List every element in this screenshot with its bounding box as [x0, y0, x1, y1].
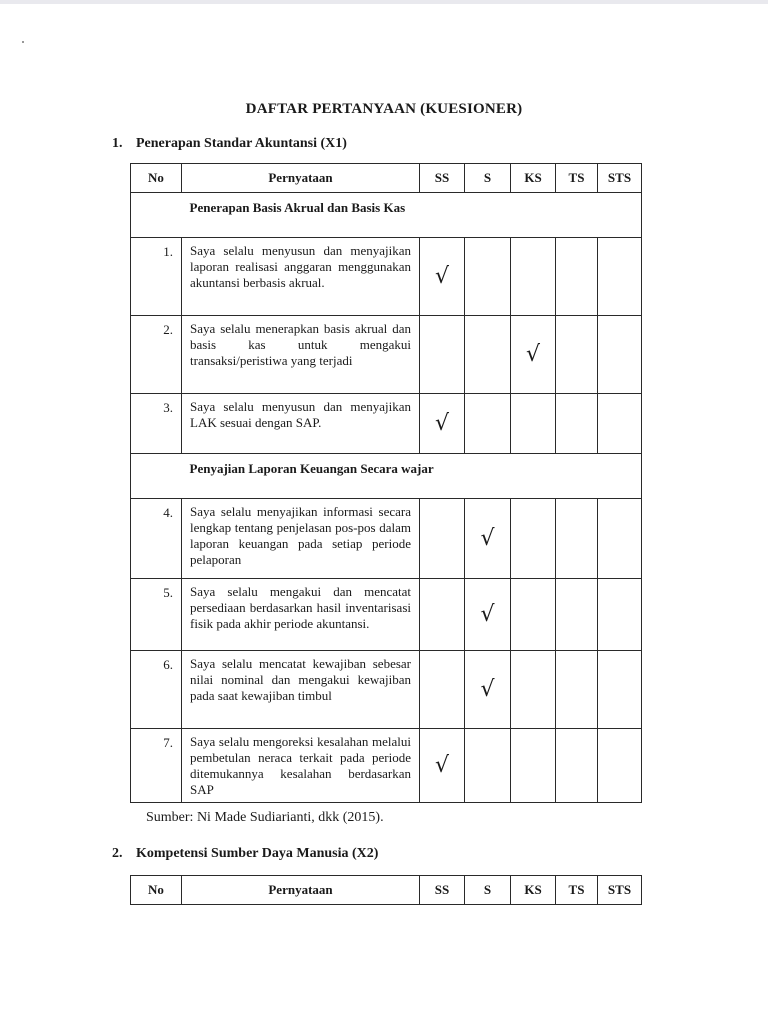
answer-cell-ks[interactable]: [511, 499, 556, 579]
answer-cell-s[interactable]: [465, 499, 511, 579]
header-s: S: [465, 876, 511, 905]
statement-text: Saya selalu mengakui dan mencatat persediaan berdasarkan hasil inventarisasi fisik pada akhir periode akuntansi.: [182, 579, 420, 651]
header-ks: KS: [511, 876, 556, 905]
answer-cell-sts[interactable]: [598, 579, 642, 651]
statement-text: Saya selalu mengoreksi kesalahan melalui pembetulan neraca terkait pada periode ditemukannya kesalahan berdasarkan SAP: [182, 729, 420, 803]
answer-cell-s[interactable]: [465, 394, 511, 454]
answer-cell-ks[interactable]: [511, 238, 556, 316]
header-ts: TS: [556, 164, 598, 193]
answer-cell-s[interactable]: [465, 651, 511, 729]
header-s: S: [465, 164, 511, 193]
answer-cell-ts[interactable]: [556, 316, 598, 394]
answer-cell-s[interactable]: [465, 316, 511, 394]
answer-cell-ss[interactable]: [420, 651, 465, 729]
header-no: No: [131, 876, 182, 905]
answer-cell-ss[interactable]: [420, 579, 465, 651]
scan-speck: [22, 41, 24, 43]
answer-cell-ss[interactable]: [420, 238, 465, 316]
statement-text: Saya selalu menyusun dan menyajikan laporan realisasi anggaran menggunakan akuntansi berbasis akrual.: [182, 238, 420, 316]
answer-cell-ss[interactable]: [420, 394, 465, 454]
answer-cell-ts[interactable]: [556, 499, 598, 579]
questionnaire-table-x2: [130, 875, 642, 905]
row-number: 5.: [131, 579, 182, 651]
group-blank-cell: [131, 454, 182, 499]
header-ss: SS: [420, 876, 465, 905]
answer-cell-ts[interactable]: [556, 238, 598, 316]
row-number: 1.: [131, 238, 182, 316]
header-ss: SS: [420, 164, 465, 193]
table-row: [131, 729, 642, 803]
table-header-row: [131, 164, 642, 193]
section-2-number: 2.: [112, 846, 123, 861]
answer-cell-sts[interactable]: [598, 316, 642, 394]
statement-text: Saya selalu menerapkan basis akrual dan basis kas untuk mengakui transaksi/peristiwa yang terjadi: [182, 316, 420, 394]
document-title: DAFTAR PERTANYAAN (KUESIONER): [245, 101, 523, 117]
section-1-number: 1.: [112, 136, 123, 151]
header-ks: KS: [511, 164, 556, 193]
header-sts: STS: [598, 876, 642, 905]
statement-text: Saya selalu menyajikan informasi secara lengkap tentang penjelasan pos-pos dalam laporan keuangan pada setiap periode pelaporan: [182, 499, 420, 579]
row-number: 2.: [131, 316, 182, 394]
header-sts: STS: [598, 164, 642, 193]
group-title: Penerapan Basis Akrual dan Basis Kas: [182, 193, 642, 238]
check-mark-icon: √: [480, 526, 495, 551]
header-pernyataan: Pernyataan: [182, 876, 420, 905]
answer-cell-ks[interactable]: [511, 394, 556, 454]
source-citation: Sumber: Ni Made Sudiarianti, dkk (2015).: [146, 810, 384, 825]
check-mark-icon: √: [434, 411, 450, 436]
row-number: 6.: [131, 651, 182, 729]
table-row: [131, 394, 642, 454]
header-no: No: [131, 164, 182, 193]
section-1-title: Penerapan Standar Akuntansi (X1): [136, 136, 347, 151]
table-row: [131, 238, 642, 316]
group-title: Penyajian Laporan Keuangan Secara wajar: [182, 454, 642, 499]
answer-cell-ks[interactable]: [511, 316, 556, 394]
group-row: [131, 454, 642, 499]
statement-text: Saya selalu mencatat kewajiban sebesar nilai nominal dan mengakui kewajiban pada saat kewajiban timbul: [182, 651, 420, 729]
answer-cell-sts[interactable]: [598, 238, 642, 316]
answer-cell-ss[interactable]: [420, 499, 465, 579]
section-2-title: Kompetensi Sumber Daya Manusia (X2): [136, 846, 379, 861]
row-number: 4.: [131, 499, 182, 579]
answer-cell-s[interactable]: [465, 238, 511, 316]
answer-cell-sts[interactable]: [598, 499, 642, 579]
check-mark-icon: √: [434, 264, 450, 289]
answer-cell-sts[interactable]: [598, 729, 642, 803]
answer-cell-ts[interactable]: [556, 729, 598, 803]
row-number: 3.: [131, 394, 182, 454]
check-mark-icon: √: [480, 602, 495, 627]
section-2-heading: [112, 846, 378, 862]
answer-cell-ts[interactable]: [556, 394, 598, 454]
header-ts: TS: [556, 876, 598, 905]
check-mark-icon: √: [434, 753, 450, 778]
header-pernyataan: Pernyataan: [182, 164, 420, 193]
answer-cell-sts[interactable]: [598, 651, 642, 729]
section-1-heading: [112, 136, 347, 152]
answer-cell-ss[interactable]: [420, 729, 465, 803]
table-row: [131, 316, 642, 394]
answer-cell-ks[interactable]: [511, 651, 556, 729]
check-mark-icon: √: [525, 342, 541, 367]
answer-cell-s[interactable]: [465, 579, 511, 651]
table-row: [131, 579, 642, 651]
group-row: [131, 193, 642, 238]
answer-cell-ts[interactable]: [556, 579, 598, 651]
table-row: [131, 651, 642, 729]
table-row: [131, 499, 642, 579]
row-number: 7.: [131, 729, 182, 803]
group-blank-cell: [131, 193, 182, 238]
answer-cell-ks[interactable]: [511, 579, 556, 651]
statement-text: Saya selalu menyusun dan menyajikan LAK sesuai dengan SAP.: [182, 394, 420, 454]
table-header-row: [131, 876, 642, 905]
check-mark-icon: √: [480, 677, 495, 702]
scan-edge: [0, 0, 768, 4]
answer-cell-ks[interactable]: [511, 729, 556, 803]
answer-cell-ts[interactable]: [556, 651, 598, 729]
answer-cell-sts[interactable]: [598, 394, 642, 454]
answer-cell-s[interactable]: [465, 729, 511, 803]
answer-cell-ss[interactable]: [420, 316, 465, 394]
questionnaire-table-x1: [130, 163, 642, 803]
